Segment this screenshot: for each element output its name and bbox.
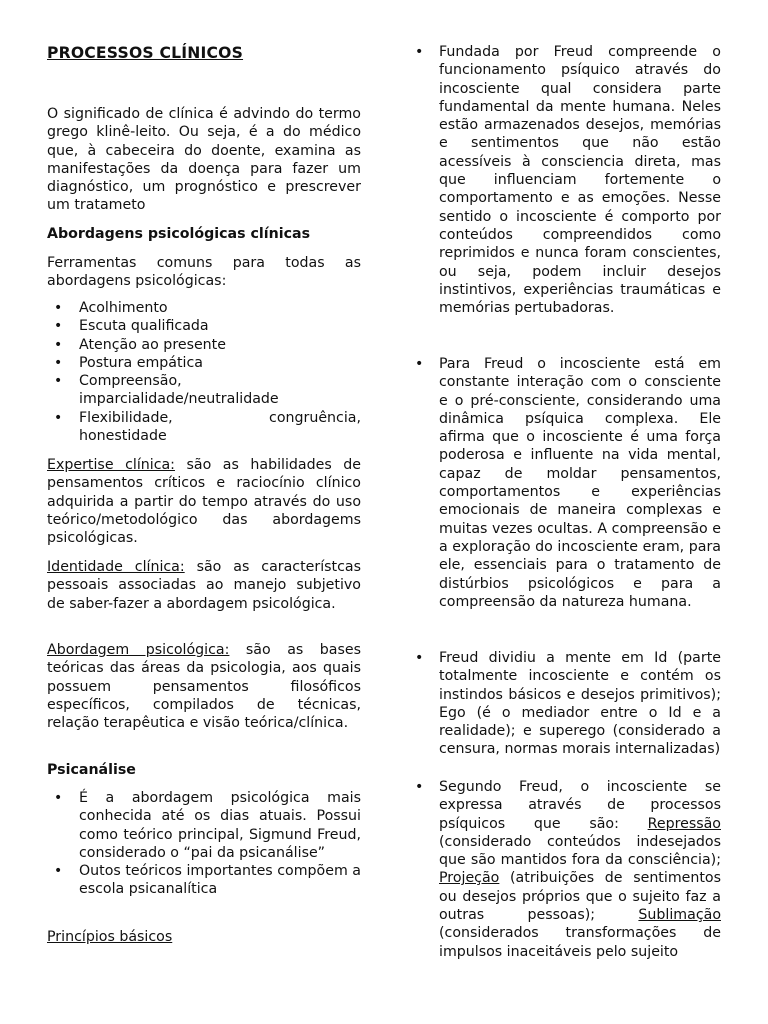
abordagem-term: Abordagem psicológica: [47,642,230,658]
list-item [415,43,721,317]
expertise-paragraph [47,456,361,547]
text-run: (atribuições de sentimentos ou desejos próprios que o sujeito faz a outras pessoas); [439,870,721,924]
list-item [47,317,361,335]
abordagem-paragraph [47,641,361,732]
bullet-icon: • [54,409,63,426]
abordagem-text: são as bases teóricas das áreas da psicologia, aos quais possuem pensamentos filosóficos específicos, compilados de técnicas, relação terapêutica e visão teórica/clínica. [47,642,361,732]
freud-list-2 [415,355,721,611]
ferramentas-paragraph: Ferramentas comuns para todas as abordagens psicológicas: [47,255,361,290]
bullet-icon: • [415,356,424,372]
abordagens-heading: Abordagens psicológicas clínicas [47,226,311,242]
list-item-text: Acolhimento [79,300,168,316]
list-item [47,789,361,862]
text-run: (considerado conteúdos indesejados que são mantidos fora da consciência); [439,833,721,869]
list-item-text: Atenção ao presente [79,336,226,353]
principios-heading: Princípios básicos [47,929,173,945]
text-run: (considerados transformações de impulsos inaceitáveis pelo sujeito [439,925,721,960]
expertise-text: são as habilidades de pensamentos críticos e raciocínio clínico adquirida a partir do tempo através do uso teórico/metodológico das abordagems psicológicas. [47,457,361,547]
freud-list-3 [415,649,721,759]
list-item [415,355,721,611]
identidade-text: são as característcas pessoais associadas ao manejo subjetivo de saber-fazer a abordagem psicológica. [47,559,361,612]
sublimacao-term: Sublimação [638,907,721,924]
list-item-text: Outos teóricos importantes compõem a escola psicanalítica [79,863,361,898]
list-item-text: Postura empática [79,354,203,371]
bullet-icon: • [54,300,63,316]
identidade-term: Identidade clínica: [47,559,185,575]
list-item-text: Para Freud o incosciente está em constante interação com o consciente e o pré-consciente, considerando uma dinâmica psíquica complexa. Ele afirma que o incosciente é uma força poderosa e influente na vida mental, capaz de moldar pensamentos, comportamentos e experiências emocionais de maneira complexas e muitas vezes ocultas. A compreensão e a exploração do incosciente eram, para ele, essenciais para o tratamento de distúrbios psicológicos e para a compreensão da natureza humana. [439,356,721,610]
list-item-text: Compreensão, imparcialidade/neutralidade [79,373,279,408]
bullet-icon: • [415,779,424,795]
intro-paragraph: O significado de clínica é advindo do termo grego klinê-leito. Ou seja, é a do médico que, à cabeceira do doente, examina as manifestações da doença para fazer um diagnóstico, um prognóstico e prescrever um tratameto [47,106,361,214]
list-item [47,299,361,317]
list-item-text: Escuta qualificada [79,318,209,335]
list-item-text: É a abordagem psicológica mais conhecida até os dias atuais. Possui como teórico principal, Sigmund Freud, considerado o “pai da psicanálise” [79,790,361,861]
page-title: PROCESSOS CLÍNICOS [47,44,244,62]
bullet-icon: • [54,790,63,806]
bullet-icon: • [54,373,63,390]
bullet-icon: • [54,336,63,353]
bullet-icon: • [54,863,63,880]
bullet-icon: • [54,354,63,371]
ferramentas-list [47,299,361,445]
text-run: Segundo Freud, o incosciente se expressa através de processos psíquicos que são: [439,779,721,832]
list-item [415,778,721,961]
freud-list-4 [415,778,721,961]
list-item [47,372,361,409]
list-item-text: Fundada por Freud compreende o funcionamento psíquico através do incosciente qual considera parte fundamental da mente humana. Neles estão armazenados desejos, memórias e sentimentos que não estão acessíveis à consciencia direta, mas que influenciam fortemente o comportamento e as emoções. Nesse sentido o incosciente é comporto por conteúdos compreendidos como reprimidos e nunca foram conscientes, ou seja, podem incluir desejos instintivos, experiências traumáticas e memórias pertubadoras. [439,44,721,317]
list-item [415,649,721,759]
list-item-text: Freud dividiu a mente em Id (parte totalmente incosciente e contém os instindos básicos e desejos primitivos); Ego (é o mediador entre o Id e a realidade); e superego (considerado a censura, normas morais internalizadas) [439,650,721,758]
list-item [47,354,361,372]
list-item-text: Flexibilidade, congruência, honestidade [79,409,361,445]
expertise-term: Expertise clínica: [47,457,175,473]
bullet-icon: • [415,44,424,60]
psicanalise-heading: Psicanálise [47,762,136,778]
projecao-term: Projeção [439,870,500,887]
list-item [47,862,361,899]
list-item-text [439,778,721,961]
bullet-icon: • [54,318,63,335]
freud-list [415,43,721,317]
bullet-icon: • [415,650,424,666]
psicanalise-list [47,789,361,899]
list-item [47,409,361,446]
repressao-term: Repressão [647,815,721,832]
identidade-paragraph [47,558,361,613]
list-item [47,336,361,354]
